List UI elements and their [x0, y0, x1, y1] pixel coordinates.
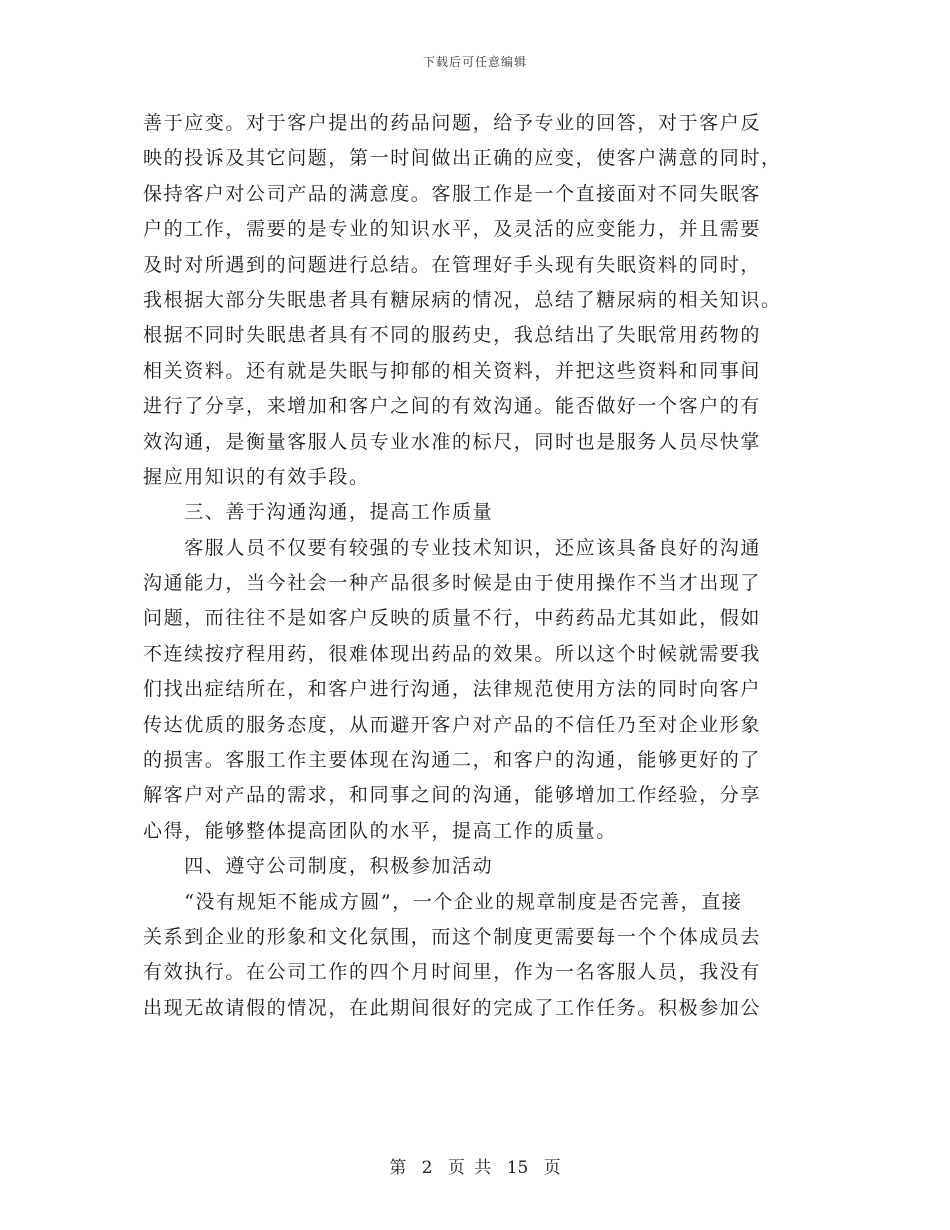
section-heading: 四、遵守公司制度，积极参加活动: [143, 855, 494, 878]
total-page-count: 15: [506, 1158, 529, 1178]
body-line: 心得，能够整体提高团队的水平，提高工作的质量。: [143, 819, 617, 842]
body-line: “没有规矩不能成方圆”，一个企业的规章制度是否完善，直接: [143, 890, 743, 913]
body-line: 们找出症结所在，和客户进行沟通，法律规范使用方法的同时向客户: [143, 678, 762, 701]
footer-middle: 页 共: [447, 1158, 492, 1178]
body-line: 关系到企业的形象和文化氛围，而这个制度更需要每一个个体成员去: [143, 925, 762, 948]
body-line: 我根据大部分失眠患者具有糖尿病的情况，总结了糖尿病的相关知识。: [143, 288, 782, 311]
body-line: 不连续按疗程用药，很难体现出药品的效果。所以这个时候就需要我: [143, 642, 762, 665]
body-line: 客服人员不仅要有较强的专业技术知识，还应该具备良好的沟通: [143, 536, 762, 559]
body-line: 相关资料。还有就是失眠与抑郁的相关资料，并把这些资料和同事间: [143, 359, 762, 382]
body-line: 出现无故请假的情况，在此期间很好的完成了工作任务。积极参加公: [143, 996, 762, 1019]
body-line: 及时对所遇到的问题进行总结。在管理好手头现有失眠资料的同时，: [143, 253, 762, 276]
body-line: 沟通能力，当今社会一种产品很多时候是由于使用操作不当才出现了: [143, 572, 762, 595]
footer-prefix: 第: [389, 1158, 407, 1178]
body-line: 映的投诉及其它问题，第一时间做出正确的应变，使客户满意的同时，: [143, 147, 782, 170]
body-line: 握应用知识的有效手段。: [143, 465, 370, 488]
body-line: 根据不同时失眠患者具有不同的服药史，我总结出了失眠常用药物的: [143, 324, 762, 347]
body-line: 效沟通，是衡量客服人员专业水准的标尺，同时也是服务人员尽快掌: [143, 430, 762, 453]
body-line: 解客户对产品的需求，和同事之间的沟通，能够增加工作经验，分享: [143, 784, 762, 807]
body-line: 传达优质的服务态度，从而避开客户对产品的不信任乃至对企业形象: [143, 713, 762, 736]
body-line: 善于应变。对于客户提出的药品问题，给予专业的回答，对于客户反: [143, 112, 762, 134]
footer-suffix: 页: [543, 1158, 561, 1178]
body-line: 问题，而往往不是如客户反映的质量不行，中药药品尤其如此，假如: [143, 607, 762, 630]
section-heading: 三、善于沟通沟通，提高工作质量: [143, 501, 494, 524]
page-header: 下载后可任意编辑: [422, 55, 527, 69]
body-line: 有效执行。在公司工作的四个月时间里，作为一名客服人员，我没有: [143, 961, 762, 984]
body-line: 保持客户对公司产品的满意度。客服工作是一个直接面对不同失眠客: [143, 182, 762, 205]
current-page-number: 2: [421, 1158, 433, 1178]
body-line: 的损害。客服工作主要体现在沟通二，和客户的沟通，能够更好的了: [143, 749, 762, 772]
body-line: 户的工作，需要的是专业的知识水平，及灵活的应变能力，并且需要: [143, 218, 762, 241]
document-body: [143, 106, 809, 1026]
body-line: 进行了分享，来增加和客户之间的有效沟通。能否做好一个客户的有: [143, 395, 762, 418]
page-footer: [0, 1153, 950, 1178]
